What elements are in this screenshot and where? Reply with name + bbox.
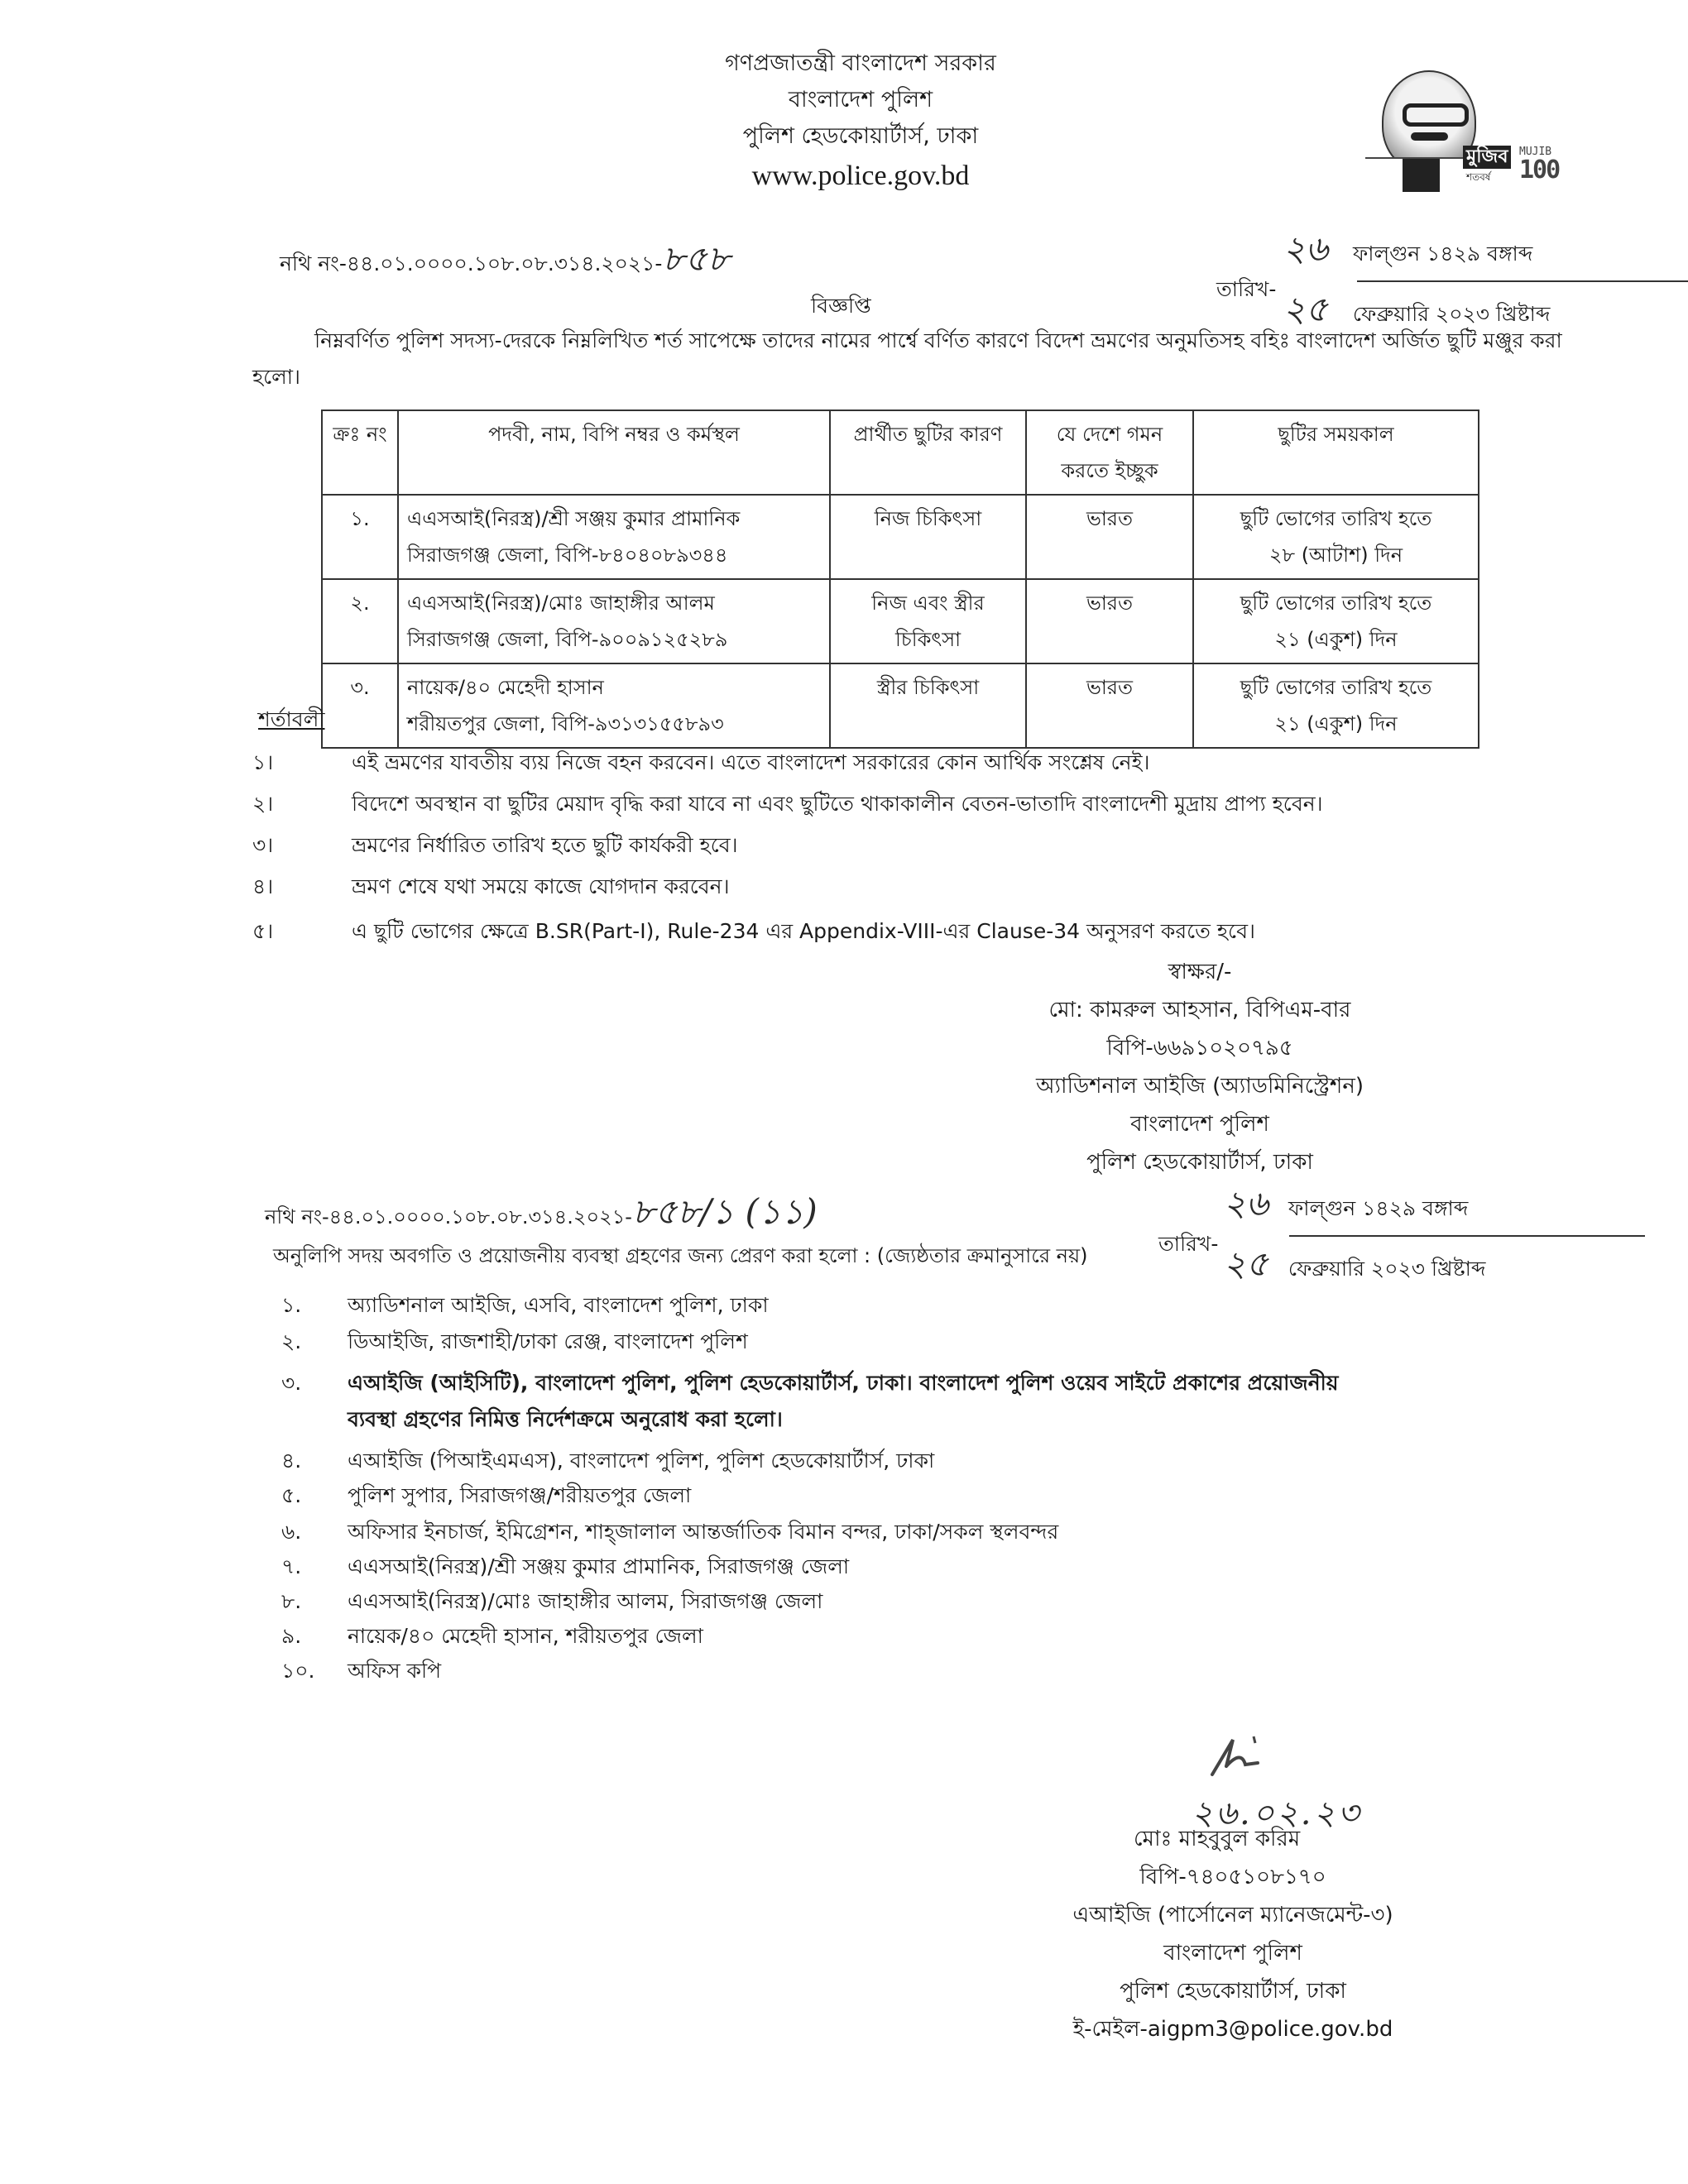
recipient-number: ৬. bbox=[281, 1520, 302, 1544]
english-date: ফেব্রুয়ারি ২০২৩ খ্রিষ্টাব্দ bbox=[1352, 302, 1551, 326]
copy-recipient bbox=[281, 1618, 703, 1655]
cell-serial: ২. bbox=[322, 579, 398, 663]
cell-period bbox=[1193, 495, 1479, 579]
emblem-english-text: MUJIB bbox=[1519, 146, 1552, 158]
office-name: পুলিশ হেডকোয়ার্টার্স, ঢাকা bbox=[742, 123, 979, 149]
period-line1: ছুটি ভোগের তারিখ হতে bbox=[1240, 507, 1432, 530]
condition-item bbox=[252, 915, 1255, 948]
bangla-day-handwritten: ২৬ bbox=[1223, 1183, 1268, 1224]
condition-number: ২। bbox=[252, 792, 274, 816]
recipient-text: এআইজি (পিআইএমএস), বাংলাদেশ পুলিশ, পুলিশ হেডকোয়ার্টার্স, ঢাকা bbox=[348, 1449, 935, 1473]
copy-intro: অনুলিপি সদয় অবগতি ও প্রয়োজনীয় ব্যবস্থা গ্রহণের জন্য প্রেরণ করা হলো : (জ্যেষ্ঠতার ক্রমানুসারে নয়) bbox=[273, 1244, 1088, 1267]
copy-recipient bbox=[281, 1478, 691, 1514]
notice-title: বিজ্ঞপ্তি bbox=[811, 294, 871, 318]
signatory-bp: বিপি-৬৬৯১০২০৭৯৫ bbox=[1106, 1036, 1293, 1061]
condition-item bbox=[252, 746, 1150, 779]
condition-text: ভ্রমণ শেষে যথা সময়ে কাজে যোগদান করবেন। bbox=[352, 874, 730, 898]
recipient-number: ৪. bbox=[281, 1449, 302, 1473]
memo-reference-handwritten: ৮৫৮ bbox=[662, 238, 731, 279]
leave-table bbox=[321, 410, 1479, 749]
signatory-bp: বিপি-৭৪০৫১০৮১৭০ bbox=[1139, 1865, 1326, 1889]
recipient-text: অফিস কপি bbox=[348, 1659, 442, 1683]
letterhead bbox=[596, 46, 1125, 198]
signatory-email[interactable]: ই-মেইল-aigpm3@police.gov.bd bbox=[1072, 2017, 1393, 2042]
cell-reason: নিজ চিকিৎসা bbox=[830, 495, 1026, 579]
cell-name bbox=[398, 579, 830, 663]
condition-text: ভ্রমণের নির্ধারিত তারিখ হতে ছুটি কার্যকরী হবে। bbox=[352, 833, 738, 857]
cell-period bbox=[1193, 579, 1479, 663]
header-serial: ক্রঃ নং bbox=[322, 410, 398, 495]
cell-country: ভারত bbox=[1026, 579, 1193, 663]
recipient-number: ১. bbox=[281, 1293, 302, 1317]
emblem-bangla-text: মুজিব bbox=[1463, 146, 1511, 169]
cell-serial: ৩. bbox=[322, 663, 398, 748]
table-header-row bbox=[322, 410, 1479, 495]
header-reason: প্রার্থীত ছুটির কারণ bbox=[830, 410, 1026, 495]
cell-country: ভারত bbox=[1026, 663, 1193, 748]
org-name: বাংলাদেশ পুলিশ bbox=[788, 87, 933, 113]
copy-recipient bbox=[281, 1287, 769, 1324]
copy-reference-number: নথি নং-৪৪.০১.০০০০.১০৮.০৮.৩১৪.২০২১- bbox=[265, 1205, 632, 1228]
recipient-text: ব্যবস্থা গ্রহণের নিমিত্ত নির্দেশক্রমে অনুরোধ করা হলো। bbox=[348, 1407, 783, 1431]
notice-body: নিম্নবর্ণিত পুলিশ সদস্য-দেরকে নিম্নলিখিত শর্ত সাপেক্ষে তাদের নামের পার্শ্বে বর্ণিত কারণে বিদেশ ভ্রমণের অনুমতিসহ বহিঃ বাংলাদেশ অর্জিত ছুটি মঞ্জুর করা হলো। bbox=[252, 328, 1562, 389]
recipient-number: ৯. bbox=[281, 1624, 302, 1648]
english-day-handwritten: ২৫ bbox=[1283, 289, 1328, 329]
header-name: পদবী, নাম, বিপি নম্বর ও কর্মস্থল bbox=[398, 410, 830, 495]
signatory-designation: অ্যাডিশনাল আইজি (অ্যাডমিনিস্ট্রেশন) bbox=[1036, 1074, 1364, 1099]
cell-reason: নিজ এবং স্ত্রীর চিকিৎসা bbox=[830, 579, 1026, 663]
copy-recipient bbox=[281, 1549, 849, 1585]
bangla-date: ফাল্গুন ১৪২৯ বঙ্গাব্দ bbox=[1288, 1196, 1469, 1220]
name-line: এএসআই(নিরস্ত্র)/শ্রী সঞ্জয় কুমার প্রামানিক bbox=[407, 507, 741, 530]
recipient-number: ১০. bbox=[281, 1659, 315, 1683]
signatory-name: মোঃ মাহবুবুল করিম bbox=[1134, 1827, 1301, 1851]
table-row bbox=[322, 663, 1479, 748]
cell-country: ভারত bbox=[1026, 495, 1193, 579]
website-link[interactable]: www.police.gov.bd bbox=[751, 160, 970, 191]
recipient-text: অ্যাডিশনাল আইজি, এসবি, বাংলাদেশ পুলিশ, ঢাকা bbox=[348, 1293, 769, 1317]
copy-recipient bbox=[281, 1583, 822, 1620]
recipient-text: পুলিশ সুপার, সিরাজগঞ্জ/শরীয়তপুর জেলা bbox=[348, 1483, 692, 1507]
copy-memo-date bbox=[1158, 1176, 1645, 1296]
recipient-number: ২. bbox=[281, 1329, 302, 1353]
condition-number: ৪। bbox=[252, 874, 274, 898]
bangla-date: ফাল্গুন ১৪২৯ বঙ্গাব্দ bbox=[1352, 242, 1533, 266]
signatory-org: বাংলাদেশ পুলিশ bbox=[1163, 1941, 1302, 1966]
copy-recipient-continued bbox=[281, 1401, 783, 1438]
cell-serial: ১. bbox=[322, 495, 398, 579]
recipient-text: ডিআইজি, রাজশাহী/ঢাকা রেঞ্জ, বাংলাদেশ পুলিশ bbox=[348, 1329, 748, 1353]
recipient-text: নায়েক/৪০ মেহেদী হাসান, শরীয়তপুর জেলা bbox=[348, 1624, 703, 1648]
handwritten-signature-icon bbox=[1208, 1733, 1283, 1783]
signed-marker: স্বাক্ষর/- bbox=[1168, 960, 1232, 984]
header-country: যে দেশে গমন করতে ইচ্ছুক bbox=[1026, 410, 1193, 495]
condition-item bbox=[252, 788, 1323, 821]
copy-memo-reference bbox=[265, 1185, 818, 1243]
recipient-number: ৭. bbox=[281, 1554, 302, 1578]
recipient-text: অফিসার ইনচার্জ, ইমিগ্রেশন, শাহ্‌জালাল আন্তর্জাতিক বিমান বন্দর, ঢাকা/সকল স্থলবন্দর bbox=[348, 1520, 1059, 1544]
signatory-office: পুলিশ হেডকোয়ার্টার্স, ঢাকা bbox=[1120, 1979, 1346, 2004]
recipient-text: এএসআই(নিরস্ত্র)/মোঃ জাহাঙ্গীর আলম, সিরাজগঞ্জ জেলা bbox=[348, 1589, 823, 1613]
cell-period bbox=[1193, 663, 1479, 748]
copy-recipient bbox=[281, 1514, 1058, 1550]
date-label: তারিখ- bbox=[1158, 1231, 1219, 1256]
memo-reference-number: নথি নং-৪৪.০১.০০০০.১০৮.০৮.৩১৪.২০২১- bbox=[280, 251, 663, 275]
govt-name: গণপ্রজাতন্ত্রী বাংলাদেশ সরকার bbox=[725, 50, 996, 76]
period-line1: ছুটি ভোগের তারিখ হতে bbox=[1240, 676, 1432, 699]
signatory-designation: এআইজি (পার্সোনেল ম্যানেজমেন্ট-৩) bbox=[1072, 1903, 1393, 1928]
table-row bbox=[322, 495, 1479, 579]
copy-recipient bbox=[281, 1653, 441, 1689]
portrait-glasses bbox=[1403, 103, 1469, 127]
bangla-day-handwritten: ২৬ bbox=[1283, 228, 1328, 269]
condition-text: বিদেশে অবস্থান বা ছুটির মেয়াদ বৃদ্ধি করা যাবে না এবং ছুটিতে থাকাকালীন বেতন-ভাতাদি বাংলাদেশী মুদ্রায় প্রাপ্য হবেন। bbox=[352, 792, 1323, 816]
signatory-block-1 bbox=[960, 953, 1440, 1181]
name-line: এএসআই(নিরস্ত্র)/মোঃ জাহাঙ্গীর আলম bbox=[407, 592, 715, 615]
table-row bbox=[322, 579, 1479, 663]
recipient-text: এআইজি (আইসিটি), বাংলাদেশ পুলিশ, পুলিশ হেডকোয়ার্টার্স, ঢাকা। বাংলাদেশ পুলিশ ওয়েব সাইটে প্রকাশের প্রয়োজনীয় bbox=[348, 1371, 1339, 1395]
station-line: সিরাজগঞ্জ জেলা, বিপি-৮৪০৪০৮৯৩৪৪ bbox=[407, 544, 728, 567]
period-line1: ছুটি ভোগের তারিখ হতে bbox=[1240, 592, 1432, 615]
station-line: সিরাজগঞ্জ জেলা, বিপি-৯০০৯১২৫২৮৯ bbox=[407, 628, 728, 651]
condition-text: এই ভ্রমণের যাবতীয় ব্যয় নিজে বহন করবেন। এতে বাংলাদেশ সরকারের কোন আর্থিক সংশ্লেষ নেই। bbox=[352, 750, 1150, 774]
signatory-block-2 bbox=[1026, 1820, 1440, 2048]
recipient-text: এএসআই(নিরস্ত্র)/শ্রী সঞ্জয় কুমার প্রামানিক, সিরাজগঞ্জ জেলা bbox=[348, 1554, 850, 1578]
condition-number: ৩। bbox=[252, 833, 274, 857]
condition-item bbox=[252, 829, 738, 862]
english-day-handwritten: ২৫ bbox=[1223, 1243, 1268, 1284]
copy-reference-handwritten: ৮৫৮/১ (১১) bbox=[631, 1191, 818, 1232]
condition-number: ৫। bbox=[252, 919, 274, 943]
header-period: ছুটির সময়কাল bbox=[1193, 410, 1479, 495]
conditions-title: শর্তাবলী bbox=[258, 707, 325, 731]
cell-name bbox=[398, 495, 830, 579]
emblem-bangla-subtext: শতবর্ষ bbox=[1466, 171, 1491, 183]
condition-number: ১। bbox=[252, 750, 274, 774]
copy-recipient bbox=[281, 1365, 1339, 1401]
recipient-number: ৩. bbox=[281, 1371, 302, 1395]
english-date: ফেব্রুয়ারি ২০২৩ খ্রিষ্টাব্দ bbox=[1288, 1257, 1486, 1281]
signatory-org: বাংলাদেশ পুলিশ bbox=[1130, 1112, 1269, 1137]
mujib-100-emblem-icon bbox=[1357, 66, 1560, 190]
condition-item bbox=[252, 870, 730, 903]
signatory-office: পুলিশ হেডকোয়ার্টার্স, ঢাকা bbox=[1086, 1150, 1313, 1175]
cell-name bbox=[398, 663, 830, 748]
recipient-number: ৮. bbox=[281, 1589, 302, 1613]
cell-reason: স্ত্রীর চিকিৎসা bbox=[830, 663, 1026, 748]
period-line2: ২১ (একুশ) দিন bbox=[1274, 628, 1398, 651]
copy-recipient bbox=[281, 1443, 934, 1479]
station-line: শরীয়তপুর জেলা, বিপি-৯৩১৩১৫৫৮৯৩ bbox=[407, 712, 724, 735]
signatory-name: মো: কামরুল আহসান, বিপিএম-বার bbox=[1048, 998, 1351, 1023]
condition-text: এ ছুটি ভোগের ক্ষেত্রে B.SR(Part-I), Rule-234 এর Appendix-VIII-এর Clause-34 অনুসরণ করতে হবে। bbox=[352, 919, 1255, 943]
memo-reference bbox=[280, 232, 730, 290]
emblem-number: 100 bbox=[1519, 156, 1560, 184]
date-label: তারিখ- bbox=[1216, 276, 1277, 301]
period-line2: ২১ (একুশ) দিন bbox=[1274, 712, 1398, 735]
signed-date-handwritten: ২৬.০২.২৩ bbox=[1192, 1794, 1362, 1832]
period-line2: ২৮ (আটাশ) দিন bbox=[1268, 544, 1403, 567]
portrait-mustache bbox=[1411, 132, 1448, 141]
name-line: নায়েক/৪০ মেহেদী হাসান bbox=[407, 676, 604, 699]
recipient-number: ৫. bbox=[281, 1483, 302, 1507]
copy-recipient bbox=[281, 1324, 748, 1360]
